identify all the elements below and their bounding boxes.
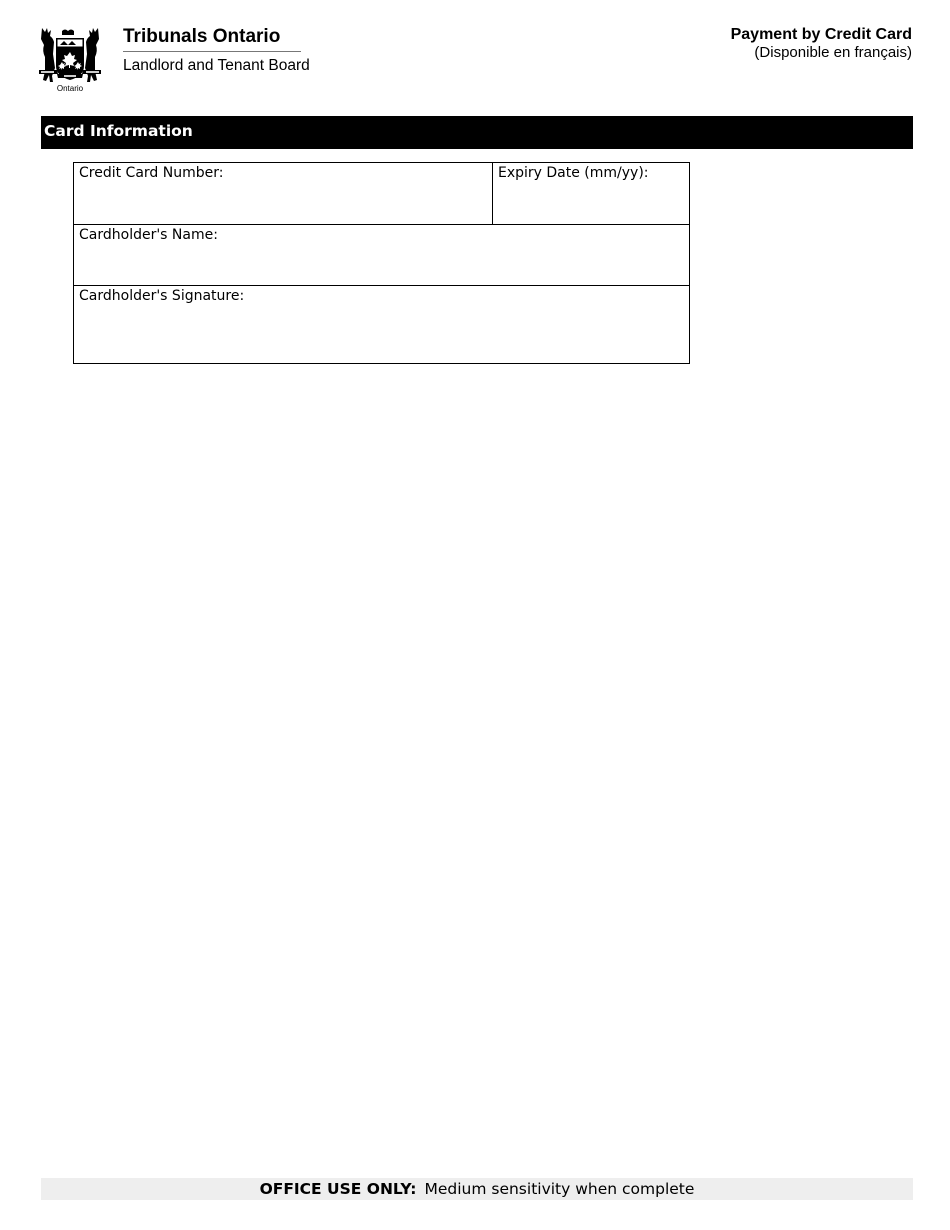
section-header-card-information: Card Information <box>41 116 913 149</box>
sensitivity-note: Medium sensitivity when complete <box>424 1180 695 1198</box>
office-use-label: OFFICE USE ONLY: <box>259 1180 417 1198</box>
credit-card-number-label: Credit Card Number: <box>79 165 224 181</box>
logo-caption: Ontario <box>56 84 84 93</box>
office-use-footer <box>41 1178 913 1200</box>
card-information-table <box>73 162 690 364</box>
org-subtitle: Landlord and Tenant Board <box>123 57 310 74</box>
cardholder-signature-label: Cardholder's Signature: <box>79 288 245 304</box>
document-title-block <box>731 26 912 62</box>
org-name: Tribunals Ontario <box>123 26 281 47</box>
document-title: Payment by Credit Card <box>730 26 912 43</box>
cardholder-name-label: Cardholder's Name: <box>79 227 218 243</box>
org-divider <box>123 51 301 52</box>
credit-card-number-field[interactable] <box>74 163 493 225</box>
ontario-coat-of-arms-logo <box>38 26 102 94</box>
cardholder-name-field[interactable] <box>74 225 690 286</box>
expiry-date-label: Expiry Date (mm/yy): <box>498 165 649 181</box>
french-availability-note: (Disponible en français) <box>754 44 912 61</box>
expiry-date-field[interactable] <box>493 163 690 225</box>
cardholder-signature-field[interactable] <box>74 286 690 364</box>
